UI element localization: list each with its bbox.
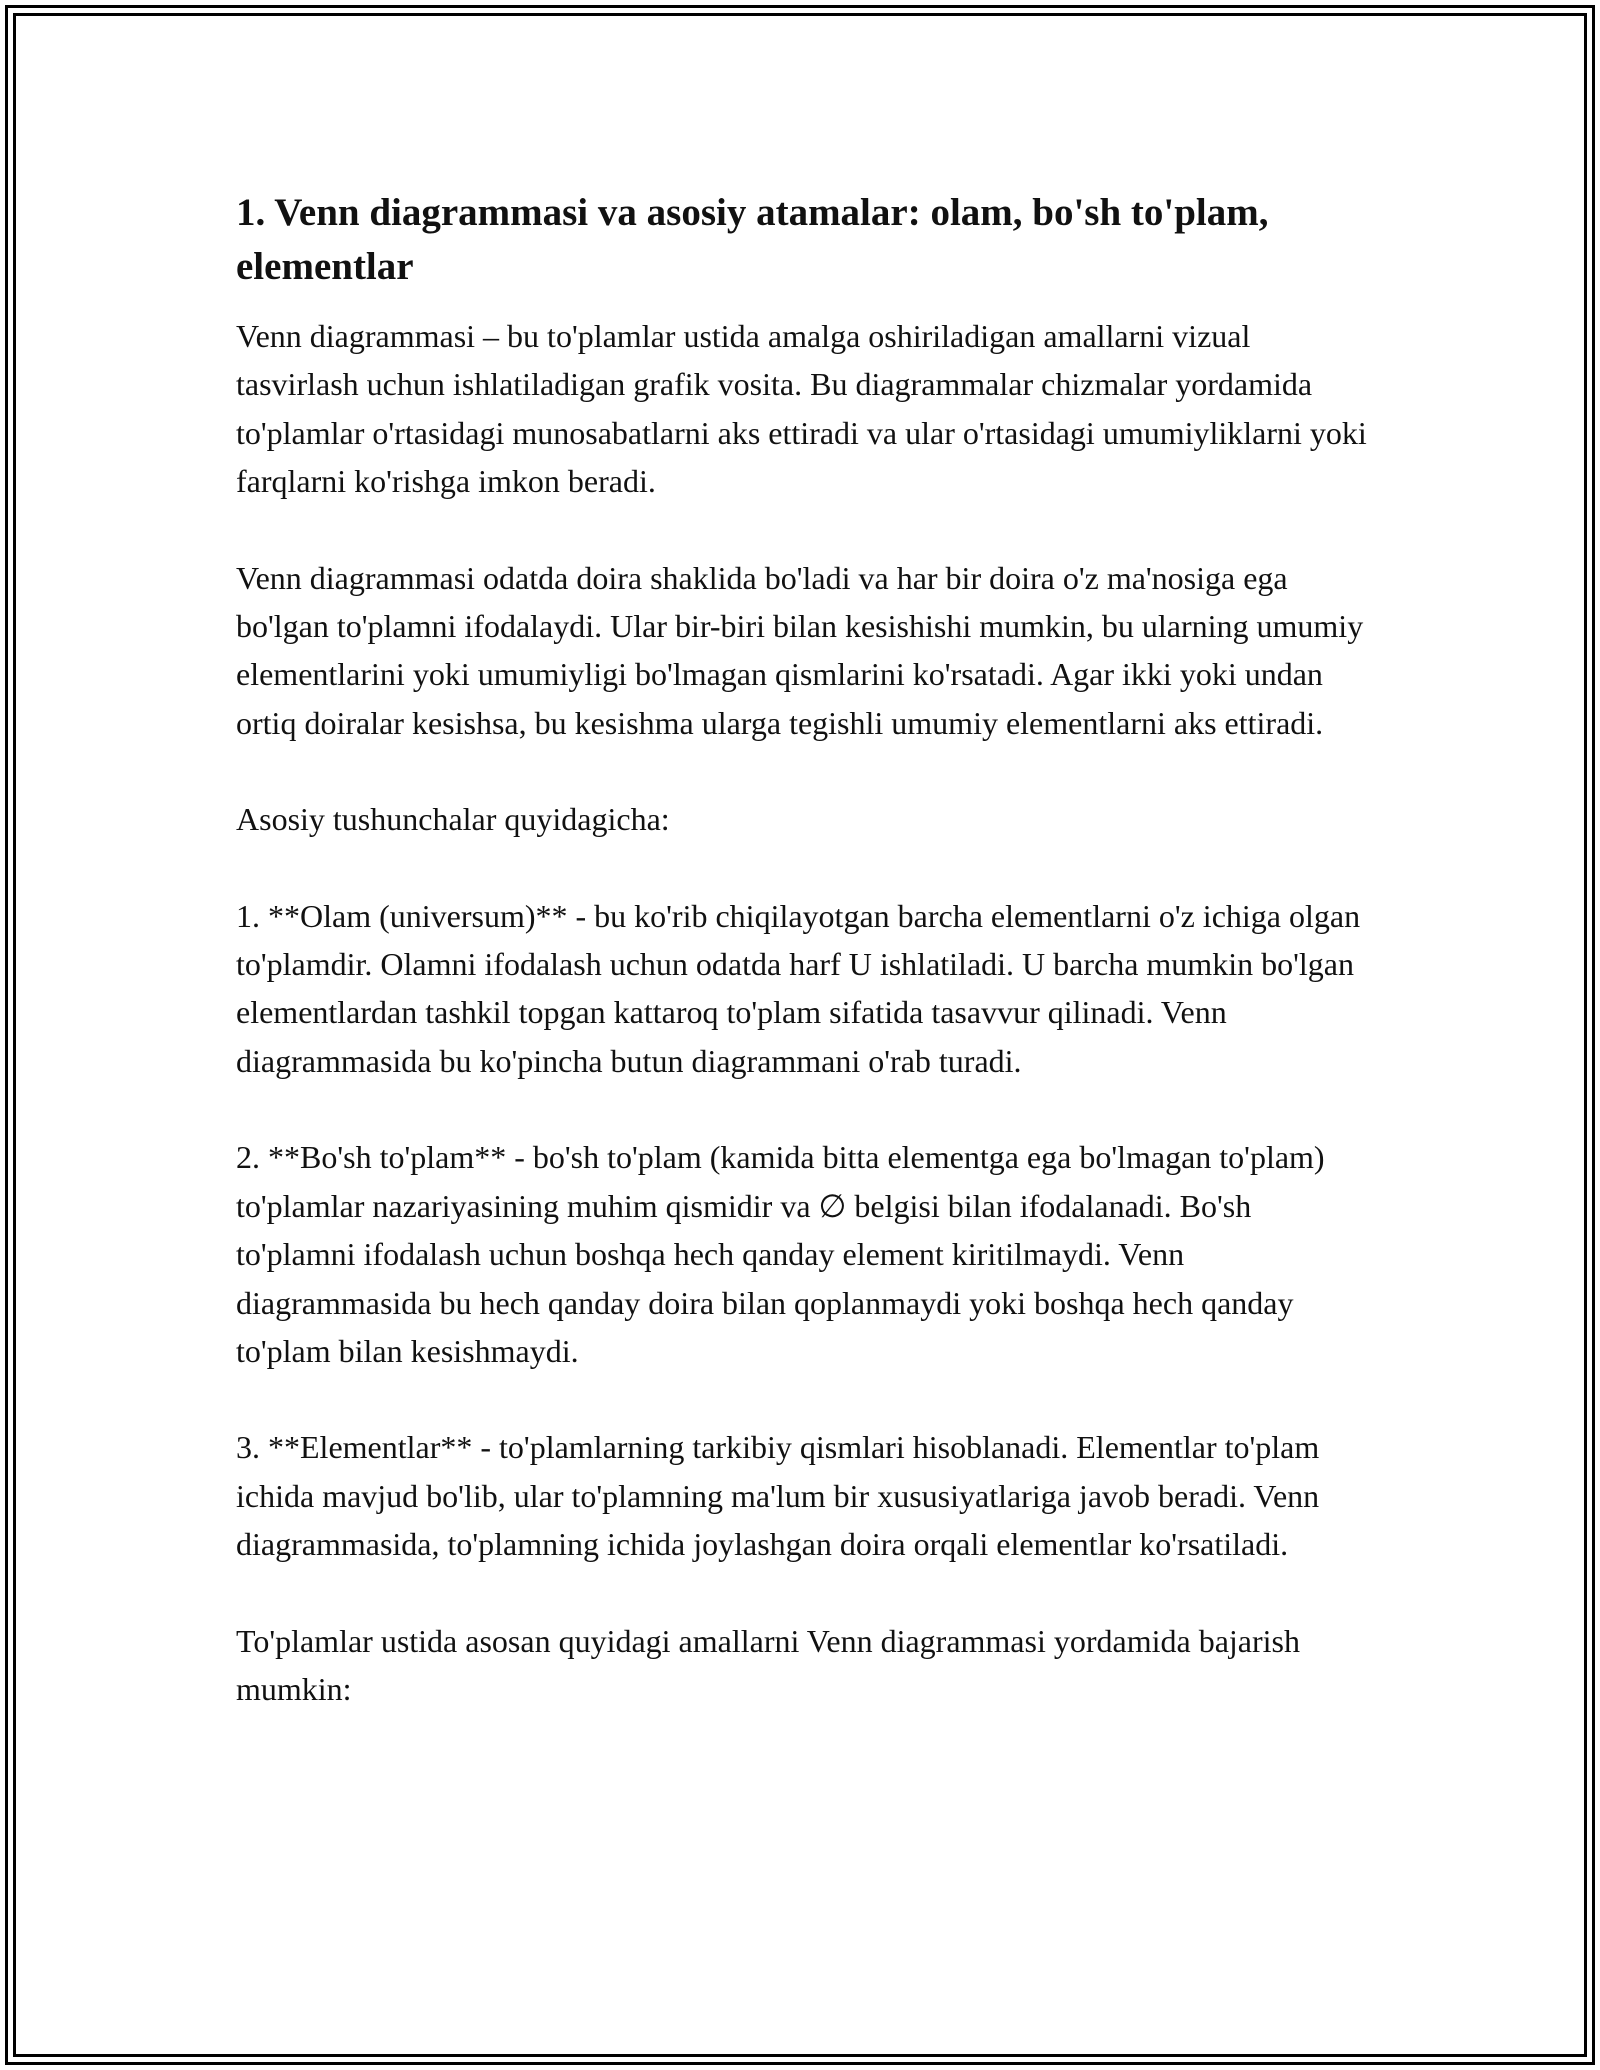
paragraph-empty-set: 2. **Bo'sh to'plam** - bo'sh to'plam (kamida bitta elementga ega bo'lmagan to'plam) to'plamlar nazariyasining muhim qismidir va ∅ belgisi bilan ifodalanadi. Bo'sh to'plamni ifodalash uchun boshqa hech qanday element kiritilmaydi. Venn diagrammasida bu hech qanday doira bilan qoplanmaydi yoki boshqa hech qanday to'plam bilan kesishmaydi.	[236, 1139, 1333, 1369]
paragraph-venn-circles: Venn diagrammasi odatda doira shaklida bo'ladi va har bir doira o'z ma'nosiga ega bo'lgan to'plamni ifodalaydi. Ular bir-biri bilan kesishishi mumkin, bu ularning umumiy elementlarini yoki umumiyligi bo'lmagan qismlarini ko'rsatadi. Agar ikki yoki undan ortiq doiralar kesishsa, bu kesishma ularga tegishli umumiy elementlarni aks ettiradi.	[236, 559, 1372, 741]
document-body	[236, 186, 1376, 1713]
paragraph-key-concepts-intro: Asosiy tushunchalar quyidagicha:	[236, 801, 670, 838]
paragraph-elements: 3. **Elementlar** - to'plamlarning tarkibiy qismlari hisoblanadi. Elementlar to'plam ichida mavjud bo'lib, ular to'plamning ma'lum bir xususiyatlariga javob beradi. Venn diagrammasida, to'plamning ichida joylashgan doira orqali elementlar ko'rsatiladi.	[236, 1429, 1328, 1563]
paragraph-operations-intro: To'plamlar ustida asosan quyidagi amallarni Venn diagrammasi yordamida bajarish mumkin:	[236, 1622, 1308, 1707]
document-title: 1. Venn diagrammasi va asosiy atamalar: olam, bo'sh to'plam, elementlar	[236, 191, 1269, 288]
paragraph-universe: 1. **Olam (universum)** - bu ko'rib chiqilayotgan barcha elementlarni o'z ichiga olgan to'plamdir. Olamni ifodalash uchun odatda harf U ishlatiladi. U barcha mumkin bo'lgan elementlardan tashkil topgan kattaroq to'plam sifatida tasavvur qilinadi. Venn diagrammasida bu ko'pincha butun diagrammani o'rab turadi.	[236, 897, 1369, 1079]
paragraph-venn-definition: Venn diagrammasi – bu to'plamlar ustida amalga oshiriladigan amallarni vizual tasvirlash uchun ishlatiladigan grafik vosita. Bu diagrammalar chizmalar yordamida to'plamlar o'rtasidagi munosabatlarni aks ettiradi va ular o'rtasidagi umumiyliklarni yoki farqlarni ko'rishga imkon beradi.	[236, 318, 1375, 500]
